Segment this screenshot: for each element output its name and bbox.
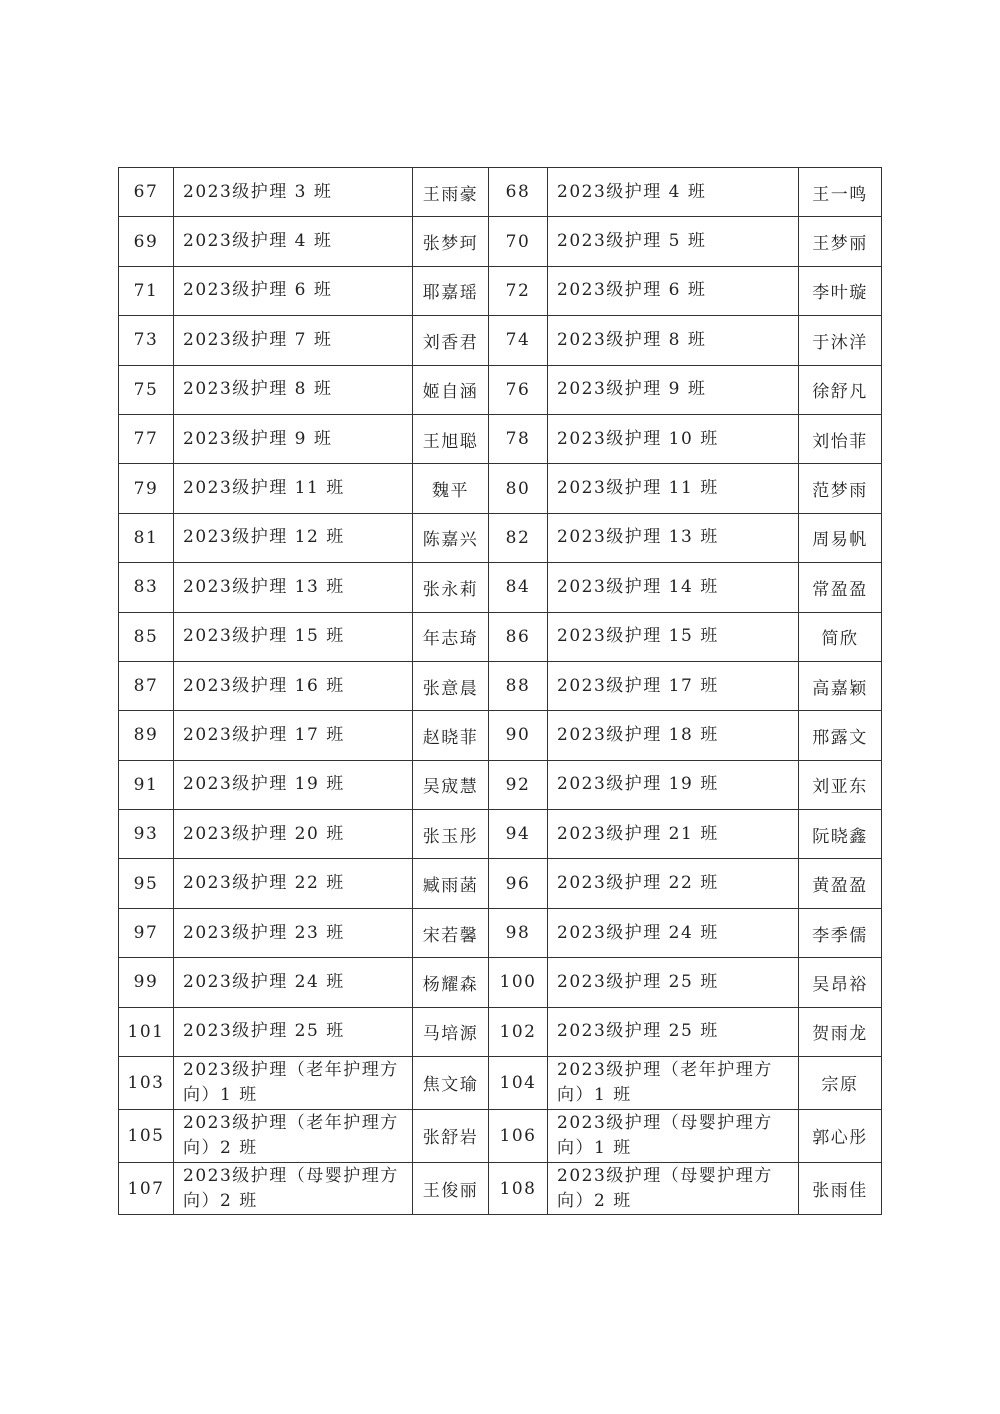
class-name-right: 2023级护理 24 班: [548, 908, 799, 957]
student-name-right: 吴昂裕: [799, 958, 882, 1007]
class-name-right: 2023级护理 18 班: [548, 711, 799, 760]
class-name-right: 2023级护理 21 班: [548, 810, 799, 859]
student-name-right: 于沐洋: [799, 316, 882, 365]
table-row: [119, 316, 882, 365]
student-name-left: 年志琦: [413, 612, 489, 661]
class-name-right: 2023级护理（老年护理方向）1 班: [548, 1057, 799, 1110]
student-name-left: 赵晓菲: [413, 711, 489, 760]
student-name-left: 耶嘉瑶: [413, 266, 489, 315]
student-name-right: 王梦丽: [799, 217, 882, 266]
student-name-right: 徐舒凡: [799, 365, 882, 414]
entry-number-right: 82: [489, 513, 548, 562]
student-name-right: 李叶璇: [799, 266, 882, 315]
entry-number-left: 83: [119, 563, 174, 612]
class-name-right: 2023级护理 19 班: [548, 760, 799, 809]
class-name-left: 2023级护理（老年护理方向）2 班: [174, 1109, 413, 1162]
class-name-right: 2023级护理（母婴护理方向）1 班: [548, 1109, 799, 1162]
entry-number-right: 86: [489, 612, 548, 661]
class-name-left: 2023级护理 19 班: [174, 760, 413, 809]
student-name-right: 张雨佳: [799, 1162, 882, 1215]
student-name-right: 郭心彤: [799, 1109, 882, 1162]
student-name-left: 张舒岩: [413, 1109, 489, 1162]
student-name-right: 刘亚东: [799, 760, 882, 809]
class-name-left: 2023级护理 13 班: [174, 563, 413, 612]
table-row: [119, 1057, 882, 1110]
student-name-right: 王一鸣: [799, 168, 882, 217]
student-name-left: 张意晨: [413, 661, 489, 710]
table-row: [119, 365, 882, 414]
table-row: [119, 908, 882, 957]
entry-number-right: 74: [489, 316, 548, 365]
student-name-left: 刘香君: [413, 316, 489, 365]
student-name-right: 贺雨龙: [799, 1007, 882, 1056]
class-name-right: 2023级护理 25 班: [548, 1007, 799, 1056]
student-name-left: 陈嘉兴: [413, 513, 489, 562]
class-name-left: 2023级护理 23 班: [174, 908, 413, 957]
entry-number-left: 97: [119, 908, 174, 957]
class-name-left: 2023级护理（母婴护理方向）2 班: [174, 1162, 413, 1215]
entry-number-right: 106: [489, 1109, 548, 1162]
class-name-left: 2023级护理 11 班: [174, 464, 413, 513]
entry-number-left: 99: [119, 958, 174, 1007]
student-name-left: 宋若馨: [413, 908, 489, 957]
entry-number-right: 98: [489, 908, 548, 957]
student-name-left: 姬自涵: [413, 365, 489, 414]
entry-number-left: 73: [119, 316, 174, 365]
roster-body: [119, 168, 882, 1215]
student-name-left: 王雨豪: [413, 168, 489, 217]
entry-number-left: 89: [119, 711, 174, 760]
entry-number-left: 71: [119, 266, 174, 315]
class-name-left: 2023级护理 6 班: [174, 266, 413, 315]
table-row: [119, 612, 882, 661]
class-name-right: 2023级护理 6 班: [548, 266, 799, 315]
student-name-left: 张梦珂: [413, 217, 489, 266]
class-name-left: 2023级护理 15 班: [174, 612, 413, 661]
table-row: [119, 859, 882, 908]
table-row: [119, 1109, 882, 1162]
entry-number-left: 105: [119, 1109, 174, 1162]
class-name-right: 2023级护理 8 班: [548, 316, 799, 365]
table-row: [119, 1162, 882, 1215]
entry-number-left: 93: [119, 810, 174, 859]
entry-number-right: 104: [489, 1057, 548, 1110]
student-name-left: 马培源: [413, 1007, 489, 1056]
class-name-right: 2023级护理 17 班: [548, 661, 799, 710]
student-name-right: 黄盈盈: [799, 859, 882, 908]
student-name-right: 刘怡菲: [799, 414, 882, 463]
entry-number-left: 103: [119, 1057, 174, 1110]
student-name-left: 王旭聪: [413, 414, 489, 463]
entry-number-right: 68: [489, 168, 548, 217]
student-name-left: 张永莉: [413, 563, 489, 612]
class-name-left: 2023级护理 20 班: [174, 810, 413, 859]
entry-number-left: 81: [119, 513, 174, 562]
entry-number-left: 87: [119, 661, 174, 710]
class-name-left: 2023级护理 7 班: [174, 316, 413, 365]
entry-number-left: 95: [119, 859, 174, 908]
class-name-right: 2023级护理 13 班: [548, 513, 799, 562]
entry-number-right: 94: [489, 810, 548, 859]
student-name-right: 宗原: [799, 1057, 882, 1110]
student-name-left: 焦文瑜: [413, 1057, 489, 1110]
entry-number-right: 72: [489, 266, 548, 315]
class-name-left: 2023级护理 9 班: [174, 414, 413, 463]
class-name-left: 2023级护理 25 班: [174, 1007, 413, 1056]
class-name-left: 2023级护理 16 班: [174, 661, 413, 710]
entry-number-right: 108: [489, 1162, 548, 1215]
student-name-right: 常盈盈: [799, 563, 882, 612]
entry-number-left: 75: [119, 365, 174, 414]
class-name-right: 2023级护理 5 班: [548, 217, 799, 266]
table-row: [119, 661, 882, 710]
table-row: [119, 217, 882, 266]
class-name-right: 2023级护理 14 班: [548, 563, 799, 612]
table-row: [119, 1007, 882, 1056]
student-name-left: 张玉彤: [413, 810, 489, 859]
entry-number-right: 90: [489, 711, 548, 760]
entry-number-left: 67: [119, 168, 174, 217]
entry-number-right: 96: [489, 859, 548, 908]
table-row: [119, 266, 882, 315]
class-name-right: 2023级护理 4 班: [548, 168, 799, 217]
entry-number-left: 69: [119, 217, 174, 266]
table-row: [119, 464, 882, 513]
class-name-left: 2023级护理 17 班: [174, 711, 413, 760]
table-row: [119, 958, 882, 1007]
table-row: [119, 414, 882, 463]
student-name-right: 高嘉颖: [799, 661, 882, 710]
student-name-right: 简欣: [799, 612, 882, 661]
table-row: [119, 711, 882, 760]
class-name-right: 2023级护理 15 班: [548, 612, 799, 661]
student-name-right: 李季儒: [799, 908, 882, 957]
entry-number-left: 79: [119, 464, 174, 513]
student-name-right: 周易帆: [799, 513, 882, 562]
class-name-left: 2023级护理 22 班: [174, 859, 413, 908]
class-name-left: 2023级护理 24 班: [174, 958, 413, 1007]
class-name-right: 2023级护理 25 班: [548, 958, 799, 1007]
student-name-left: 杨耀森: [413, 958, 489, 1007]
student-name-right: 邢露文: [799, 711, 882, 760]
class-name-right: 2023级护理 10 班: [548, 414, 799, 463]
class-name-right: 2023级护理 11 班: [548, 464, 799, 513]
student-name-left: 魏平: [413, 464, 489, 513]
entry-number-right: 88: [489, 661, 548, 710]
table-row: [119, 513, 882, 562]
student-roster-table: [118, 167, 882, 1215]
entry-number-right: 80: [489, 464, 548, 513]
class-name-left: 2023级护理（老年护理方向）1 班: [174, 1057, 413, 1110]
student-name-left: 王俊丽: [413, 1162, 489, 1215]
entry-number-left: 101: [119, 1007, 174, 1056]
class-name-left: 2023级护理 3 班: [174, 168, 413, 217]
student-name-left: 吴宬慧: [413, 760, 489, 809]
student-name-right: 阮晓鑫: [799, 810, 882, 859]
class-name-left: 2023级护理 12 班: [174, 513, 413, 562]
entry-number-right: 102: [489, 1007, 548, 1056]
table-row: [119, 810, 882, 859]
student-name-left: 臧雨菡: [413, 859, 489, 908]
entry-number-right: 84: [489, 563, 548, 612]
table-row: [119, 760, 882, 809]
class-name-left: 2023级护理 8 班: [174, 365, 413, 414]
class-name-right: 2023级护理（母婴护理方向）2 班: [548, 1162, 799, 1215]
table-row: [119, 168, 882, 217]
class-name-left: 2023级护理 4 班: [174, 217, 413, 266]
entry-number-right: 100: [489, 958, 548, 1007]
class-name-right: 2023级护理 22 班: [548, 859, 799, 908]
entry-number-left: 91: [119, 760, 174, 809]
class-name-right: 2023级护理 9 班: [548, 365, 799, 414]
student-name-right: 范梦雨: [799, 464, 882, 513]
entry-number-left: 85: [119, 612, 174, 661]
entry-number-right: 78: [489, 414, 548, 463]
entry-number-left: 77: [119, 414, 174, 463]
entry-number-right: 92: [489, 760, 548, 809]
entry-number-left: 107: [119, 1162, 174, 1215]
entry-number-right: 70: [489, 217, 548, 266]
entry-number-right: 76: [489, 365, 548, 414]
table-row: [119, 563, 882, 612]
